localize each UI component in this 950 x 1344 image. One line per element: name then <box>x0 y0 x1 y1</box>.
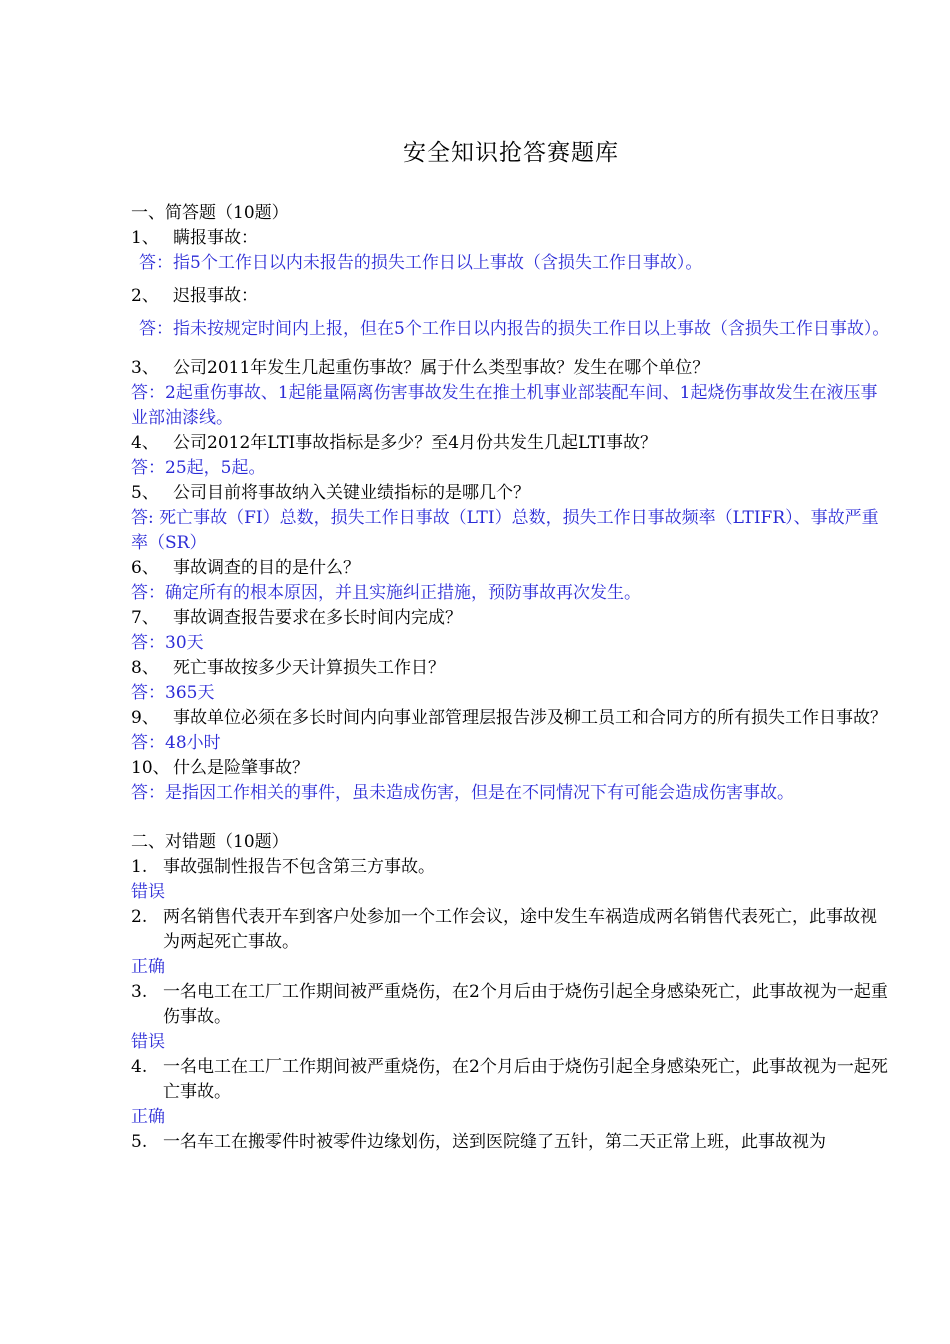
answer-2: 答：指未按规定时间内上报，但在5个工作日以内报告的损失工作日以上事故（含损失工作日事故）。 <box>139 319 890 339</box>
question-number: 5. <box>131 1132 148 1152</box>
question-number: 6、 <box>131 558 159 578</box>
tf-question-3 <box>131 980 891 1030</box>
tf-question-4 <box>131 1055 891 1105</box>
question-text: 公司2012年LTI事故指标是多少？至4月份共发生几起LTI事故？ <box>173 433 657 453</box>
question-text: 公司目前将事故纳入关键业绩指标的是哪几个？ <box>173 483 530 503</box>
document-title: 安全知识抢答赛题库 <box>403 140 619 166</box>
question-text: 公司2011年发生几起重伤事故？属于什么类型事故？发生在哪个单位？ <box>173 358 710 378</box>
question-number: 9、 <box>131 708 159 728</box>
question-10 <box>131 756 891 781</box>
question-6 <box>131 556 891 581</box>
question-text: 一名车工在搬零件时被零件边缘划伤，送到医院缝了五针，第二天正常上班，此事故视为 <box>163 1132 826 1152</box>
question-text: 两名销售代表开车到客户处参加一个工作会议，途中发生车祸造成两名销售代表死亡，此事故视为两起死亡事故。 <box>163 907 877 952</box>
tf-question-5 <box>131 1130 891 1155</box>
question-number: 3. <box>131 982 148 1002</box>
question-number: 1、 <box>131 228 159 248</box>
question-7 <box>131 606 891 631</box>
answer-3: 答：2起重伤事故、1起能量隔离伤害事故发生在推土机事业部装配车间、1起烧伤事故发生在液压事业部油漆线。 <box>131 383 878 428</box>
answer-7: 答：30天 <box>131 633 204 653</box>
question-text: 一名电工在工厂工作期间被严重烧伤，在2个月后由于烧伤引起全身感染死亡，此事故视为一起死亡事故。 <box>163 1057 888 1102</box>
question-text: 事故强制性报告不包含第三方事故。 <box>163 857 435 877</box>
question-number: 8、 <box>131 658 159 678</box>
question-number: 1. <box>131 857 148 877</box>
answer-9: 答：48小时 <box>131 733 221 753</box>
question-5 <box>131 481 891 506</box>
tf-answer-2: 正确 <box>131 957 165 977</box>
question-number: 10、 <box>131 758 170 778</box>
question-9 <box>131 706 891 731</box>
tf-answer-1: 错误 <box>131 882 165 902</box>
question-number: 3、 <box>131 358 159 378</box>
answer-4: 答：25起，5起。 <box>131 458 266 478</box>
answer-5: 答: 死亡事故（FI）总数，损失工作日事故（LTI）总数，损失工作日事故频率（LTIFR）、事故严重率（SR） <box>131 508 879 553</box>
question-text: 什么是险肇事故？ <box>173 758 309 778</box>
question-3 <box>131 356 891 381</box>
question-text: 迟报事故： <box>173 286 258 306</box>
tf-question-1 <box>131 855 891 880</box>
question-1 <box>131 226 891 251</box>
question-number: 5、 <box>131 483 159 503</box>
question-text: 事故调查报告要求在多长时间内完成？ <box>173 608 462 628</box>
question-text: 一名电工在工厂工作期间被严重烧伤，在2个月后由于烧伤引起全身感染死亡，此事故视为一起重伤事故。 <box>163 982 888 1027</box>
tf-answer-3: 错误 <box>131 1032 165 1052</box>
answer-1: 答：指5个工作日以内未报告的损失工作日以上事故（含损失工作日事故）。 <box>139 253 703 273</box>
question-text: 事故单位必须在多长时间内向事业部管理层报告涉及柳工员工和合同方的所有损失工作日事故？ <box>173 708 887 728</box>
question-number: 7、 <box>131 608 159 628</box>
tf-question-2 <box>131 905 891 955</box>
answer-10: 答：是指因工作相关的事件，虽未造成伤害，但是在不同情况下有可能会造成伤害事故。 <box>131 783 794 803</box>
tf-answer-4: 正确 <box>131 1107 165 1127</box>
answer-8: 答：365天 <box>131 683 215 703</box>
question-text: 事故调查的目的是什么？ <box>173 558 360 578</box>
question-text: 瞒报事故： <box>173 228 258 248</box>
question-4 <box>131 431 891 456</box>
question-number: 4、 <box>131 433 159 453</box>
section-heading-short-answer: 一、简答题（10题） <box>131 203 289 223</box>
question-8 <box>131 656 891 681</box>
document-page <box>131 130 891 1155</box>
answer-6: 答：确定所有的根本原因，并且实施纠正措施，预防事故再次发生。 <box>131 583 641 603</box>
question-text: 死亡事故按多少天计算损失工作日？ <box>173 658 445 678</box>
question-number: 4. <box>131 1057 148 1077</box>
question-2 <box>131 284 891 309</box>
question-number: 2、 <box>131 286 159 306</box>
question-number: 2. <box>131 907 148 927</box>
section-heading-true-false: 二、对错题（10题） <box>131 832 289 852</box>
